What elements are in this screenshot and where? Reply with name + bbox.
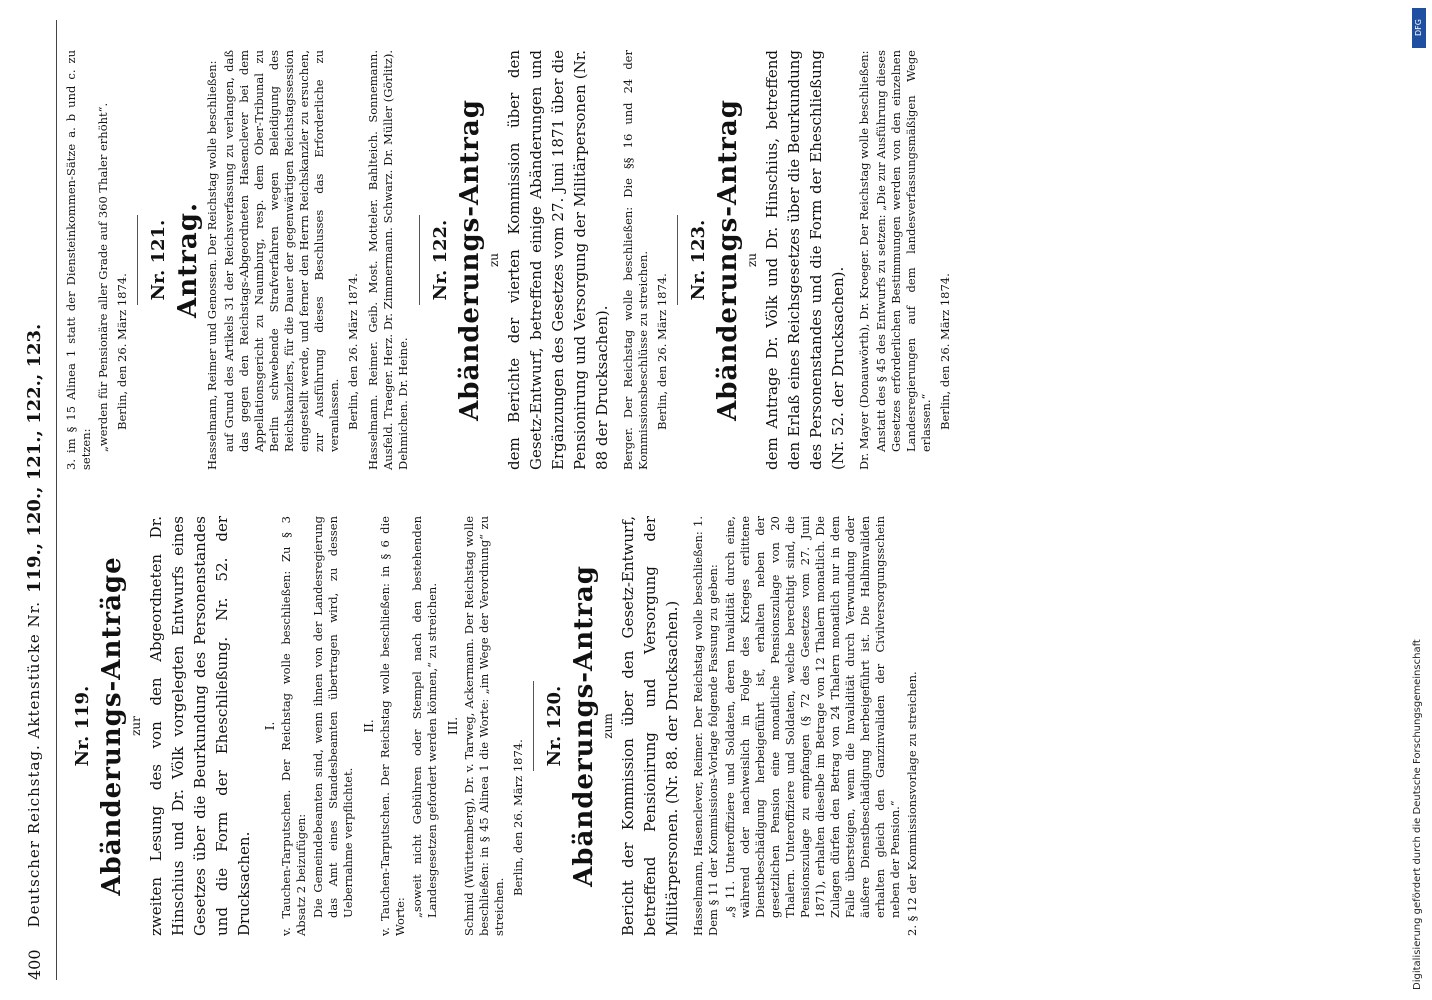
nr123-paragraph-1: Dr. Mayer (Donauwörth), Dr. Kroeger. Der Reichstag wolle beschließen:	[857, 50, 871, 470]
nr119-paragraph-3: Schmid (Württemberg), Dr. v. Tarweg, Ackermann. Der Reichstag wolle beschließen: in § 45 Alinea 1 die Worte: „im Wege der Verordnung“ zu streichen.	[462, 516, 506, 936]
header-document-numbers: 119., 120., 121., 122., 123.	[23, 323, 45, 594]
dfg-logo: DFG	[1412, 8, 1426, 48]
nr120-zu: zum	[601, 713, 615, 739]
nr120-cont-paragraph-1: 3. im § 15 Alinea 1 statt der Diensteinkommen-Sätze a. b und c. zu setzen:	[64, 50, 93, 470]
nr119-lead: zweiten Lesung des von den Abgeordneten Dr. Hinschius und Dr. Völk vorgelegten Entwurfs eines Gesetzes über die Beurkundung des Personenstandes und die Form der Eheschließung. Nr. 52. der Drucksachen.	[147, 516, 253, 936]
nr122-paragraph-1: Berger. Der Reichstag wolle beschließen: Die §§ 16 und 24 der Kommissionsbeschlüsse zu streichen.	[621, 50, 650, 470]
nr123-title: Abänderungs-Antrag	[713, 99, 743, 421]
header-rule	[56, 20, 57, 980]
nr122-number: Nr. 122.	[430, 219, 451, 301]
nr119-number: Nr. 119.	[72, 685, 93, 767]
header-title: Deutscher Reichstag. Aktenstücke Nr.	[25, 601, 43, 928]
nr120-lead: Bericht der Kommission über den Gesetz-Entwurf, betreffend Pensionirung und Versorgung der Militärpersonen. (Nr. 88. der Drucksachen.)	[619, 516, 681, 936]
nr121-signers: Hasselmann. Reimer. Geib. Most. Motteler. Bahlteich. Sonnemann. Ausfeld. Traeger. Herz. Dr. Zimmermann. Schwarz. Dr. Müller (Görlitz). Dehmichen. Dr. Heine.	[366, 50, 410, 470]
nr119-paragraph-2: v. Tauchen-Tarputschen. Der Reichstag wolle beschließen: in § 6 die Worte:	[378, 516, 407, 936]
nr120-paragraph-1: Hasselmann, Hasenclever, Reimer. Der Reichstag wolle beschließen: 1. Dem § 11 der Kommissions-Vorlage folgende Fassung zu geben:	[691, 516, 720, 936]
nr119-roman-3: III.	[446, 716, 460, 736]
nr119-title: Abänderungs-Anträge	[97, 556, 127, 896]
nr122-date: Berlin, den 26. März 1874.	[655, 273, 669, 430]
page-header	[14, 20, 54, 980]
nr119-roman-1: I.	[263, 721, 277, 731]
nr121-title: Antrag.	[173, 202, 203, 318]
nr121-number: Nr. 121.	[148, 219, 169, 301]
nr122-title: Abänderungs-Antrag	[455, 99, 485, 421]
nr119-roman-2: II.	[362, 719, 376, 733]
nr122-lead: dem Berichte der vierten Kommission über den Gesetz-Entwurf, betreffend einige Abänderungen und Ergänzungen des Gesetzes vom 27. Juni 1871 über die Pensionirung und Versorgung der Militärpersonen (Nr. 88 der Drucksachen).	[505, 50, 611, 470]
section-divider	[677, 215, 678, 305]
nr123-date: Berlin, den 26. März 1874.	[938, 273, 952, 430]
nr119-date: Berlin, den 26. März 1874.	[511, 739, 525, 896]
nr120-paragraph-3: 2. § 12 der Kommissionsvorlage zu streichen.	[905, 671, 919, 936]
nr123-lead: dem Antrage Dr. Völk und Dr. Hinschius, betreffend den Erlaß eines Reichsgesetzes über die Beurkundung des Personenstandes und die Form der Eheschließung (Nr. 52. der Drucksachen).	[763, 50, 847, 470]
nr119-zu: zur	[129, 716, 143, 736]
nr119-paragraph-2b: „soweit nicht Gebühren oder Stempel nach den bestehenden Landesgesetzen gefordert werden können,“ zu streichen.	[410, 516, 439, 918]
left-column	[62, 516, 1022, 936]
nr123-paragraph-2: Anstatt des § 45 des Entwurfs zu setzen: „Die zur Ausführung dieses Gesetzes erforderlichen Bestimmungen werden von den einzelnen Landesregierungen auf dem landesverfassungsmäßigen Wege erlassen.“	[874, 50, 933, 452]
nr119-paragraph-1: v. Tauchen-Tarputschen. Der Reichstag wolle beschließen: Zu § 3 Absatz 2 beizufügen:	[279, 516, 308, 936]
nr121-paragraph-2: auf Grund des Artikels 31 der Reichsverfassung zu verlangen, daß das gegen den Reichstags-Abgeordneten Hasenclever bei dem Appellationsgericht zu Naumburg, resp. dem Ober-Tribunal zu Berlin schwebende Strafverfahren wegen Beleidigung des Reichskanzlers, für die Dauer der gegenwärtigen Reichstagssession eingestellt werde, und ferner den Herrn Reichskanzler zu ersuchen, zur Ausführung dieses Beschlusses das Erforderliche zu veranlassen.	[222, 50, 341, 452]
section-divider	[533, 681, 534, 771]
nr121-date: Berlin, den 26. März 1874.	[346, 273, 360, 430]
section-divider	[137, 215, 138, 305]
dfg-watermark-text: Digitalisierung gefördert durch die Deutsche Forschungsgemeinschaft	[1412, 639, 1423, 990]
section-divider	[419, 215, 420, 305]
nr122-zu: zu	[487, 252, 501, 268]
nr120-cont-paragraph-2: „werden für Pensionäre aller Grade auf 360 Thaler erhöht“.	[96, 102, 110, 452]
right-column	[62, 50, 1022, 470]
nr119-paragraph-1b: Die Gemeindebeamten sind, wenn ihnen von der Landesregierung das Amt eines Standesbeamten übertragen wird, zu dessen Uebernahme verpflichtet.	[311, 516, 355, 918]
dfg-watermark	[1404, 0, 1430, 1000]
page-number: 400	[24, 949, 44, 980]
nr123-zu: zu	[745, 252, 759, 268]
nr120-paragraph-2: „§ 11. Unteroffiziere und Soldaten, deren Invalidität durch eine, während oder nachweislich in Folge des Krieges erlittene Dienstbeschädigung herbeigeführt ist, erhalten neben der gesetzlichen Pension eine monatliche Pensionszulage von 20 Thalern. Unteroffiziere und Soldaten, welche berechtigt sind, die Pensionszulage zu empfangen (§ 72 des Gesetzes vom 27. Juni 1871), erhalten dieselbe im Betrage von 12 Thalern monatlich. Die Zulagen dürfen den Betrag von 24 Thalern monatlich nur in dem Falle übersteigen, wenn die Invalidität durch Verwundung oder äußere Dienstbeschädigung herbeigeführt ist. Die Halbinvaliden erhalten gleich den Ganzinvaliden der Civilversorgungsschein neben der Pension.“	[723, 516, 902, 918]
nr123-number: Nr. 123.	[688, 219, 709, 301]
nr121-paragraph-1: Hasselmann, Reimer und Genossen. Der Reichstag wolle beschließen:	[205, 60, 219, 470]
nr120-number: Nr. 120.	[544, 685, 565, 767]
nr120-title: Abänderungs-Antrag	[569, 565, 599, 887]
nr120-cont-date: Berlin, den 26. März 1874.	[115, 273, 129, 430]
